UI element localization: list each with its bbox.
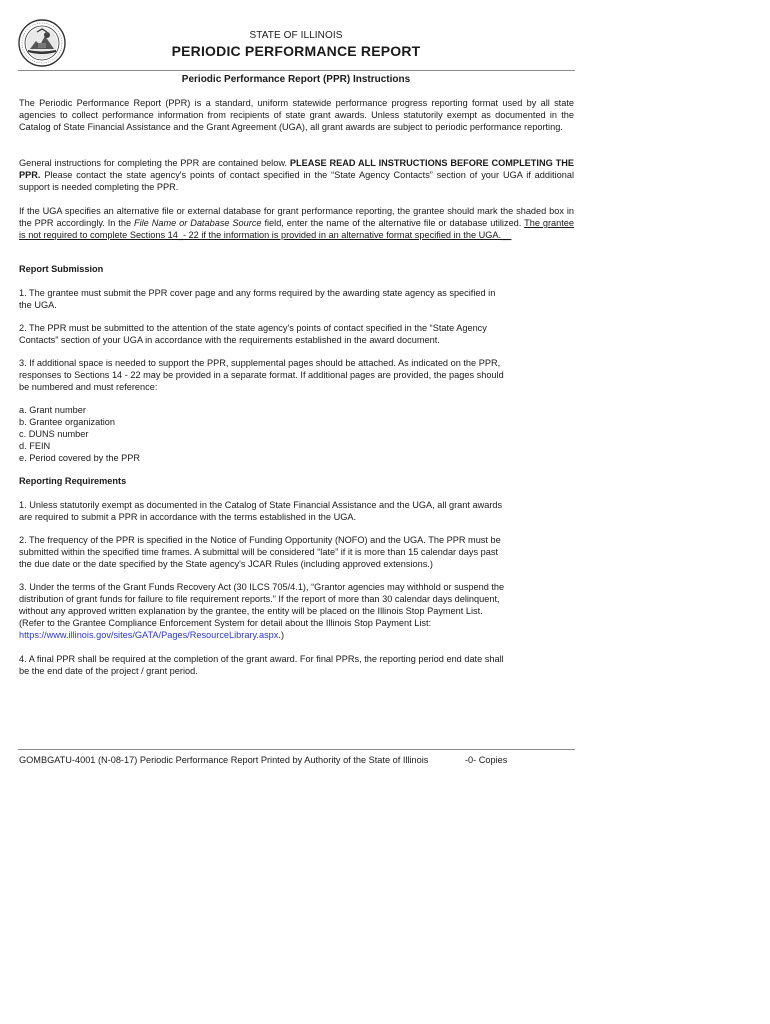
- state-name: STATE OF ILLINOIS: [249, 30, 343, 41]
- footer-divider: [18, 749, 575, 750]
- instructions-title: Periodic Performance Report (PPR) Instructions: [181, 74, 411, 85]
- reporting-requirement-item-2: 2. The frequency of the PPR is specified in the Notice of Funding Opportunity (NOFO) and the UGA. The PPR must be submitted within the specified time frames. A submittal will be considered “late” if it is more than 15 calendar days past the due date or the date specified by the State agency's JCAR Rules (including approved extensions.): [19, 535, 501, 569]
- report-submission-heading: Report Submission: [19, 264, 104, 274]
- form-identifier: GOMBGATU-4001 (N-08-17) Periodic Performance Report Printed by Authority of the State of Illinois: [19, 755, 429, 765]
- report-submission-item-2: 2. The PPR must be submitted to the attention of the state agency's points of contact specified in the “State Agency Contacts” section of your UGA in accordance with the requirements established in the award document.: [19, 323, 487, 345]
- reporting-requirement-item-1: 1. Unless statutorily exempt as documented in the Catalog of State Financial Assistance and the UGA, all grant awards are required to submit a PPR in accordance with the terms established in the UGA.: [19, 500, 503, 522]
- footer: [19, 755, 579, 765]
- report-submission-item-3: 3. If additional space is needed to support the PPR, supplemental pages should be attached. As indicated on the PPR, responses to Sections 14 - 22 may be provided in a separate format. If additional pages are provided, the pages should be numbered and must reference:: [19, 358, 504, 392]
- reporting-requirement-item-4: 4. A final PPR shall be required at the completion of the grant award. For final PPRs, the reporting period end date shall be the end date of the project / grant period.: [19, 654, 504, 676]
- intro-paragraph-3: [19, 205, 574, 241]
- report-submission-item-1: 1. The grantee must submit the PPR cover page and any forms required by the awarding state agency as specified in the UGA.: [19, 288, 496, 310]
- list-item: e. Period covered by the PPR: [19, 453, 141, 463]
- intro-paragraph-2-text-end: Please contact the state agency's points of contact specified in the “State Agency Contacts” section of your UGA if additional support is needed completing the PPR.: [19, 170, 574, 192]
- file-name-field-reference: File Name or Database Source: [133, 218, 262, 228]
- header-divider: [18, 70, 575, 71]
- reporting-requirement-item-3-text: 3. Under the terms of the Grant Funds Recovery Act (30 ILCS 705/4.1), “Grantor agencies may withhold or suspend the distribution of grant funds for failure to file requirement reports.” If the report of more than 30 calendar days delinquent, without any approved written explanation by the grantee, the entity will be placed on the Illinois Stop Payment List. (Refer to the Grantee Compliance Enforcement System for detail about the Illinois Stop Payment List:: [19, 582, 505, 628]
- read-instructions-notice: PLEASE READ ALL INSTRUCTIONS BEFORE COMPLETING THE PPR.: [19, 158, 574, 180]
- document-title: PERIODIC PERFORMANCE REPORT: [171, 43, 421, 59]
- reporting-requirement-item-3: [19, 581, 509, 641]
- alternative-format-notice: The grantee is not required to complete Sections 14_- 22 if the information is provided in an alternative format specified in the UGA.__: [19, 218, 574, 240]
- resource-library-link[interactable]: https://www.illinois.gov/sites/GATA/Pages/ResourceLibrary.aspx: [19, 630, 279, 640]
- copies-count: -0- Copies: [465, 755, 508, 765]
- page-reference-list: [19, 404, 574, 464]
- intro-paragraph-3-text-mid: field, enter the name of the alternative file or database utilized.: [261, 218, 525, 228]
- intro-paragraph-2: [19, 157, 574, 193]
- list-item: a. Grant number: [19, 405, 86, 415]
- reporting-requirement-item-3-end: .): [278, 630, 285, 640]
- list-item: d. FEIN: [19, 441, 51, 451]
- intro-paragraph-1: The Periodic Performance Report (PPR) is a standard, uniform statewide performance progress reporting format used by all state agencies to collect performance information from recipients of state grant awards. Unless statutorily exempt as documented in the Catalog of State Financial Assistance and the Grant Agreement (UGA), all grant awards are subject to periodic performance reporting.: [19, 98, 574, 132]
- list-item: b. Grantee organization: [19, 417, 116, 427]
- list-item: c. DUNS number: [19, 429, 89, 439]
- intro-paragraph-2-text: General instructions for completing the PPR are contained below.: [19, 158, 290, 168]
- intro-paragraph-3-text: If the UGA specifies an alternative file or external database for grant performance reporting, the grantee should mark the shaded box in the PPR accordingly. In the: [19, 206, 574, 228]
- reporting-requirements-heading: Reporting Requirements: [19, 476, 127, 486]
